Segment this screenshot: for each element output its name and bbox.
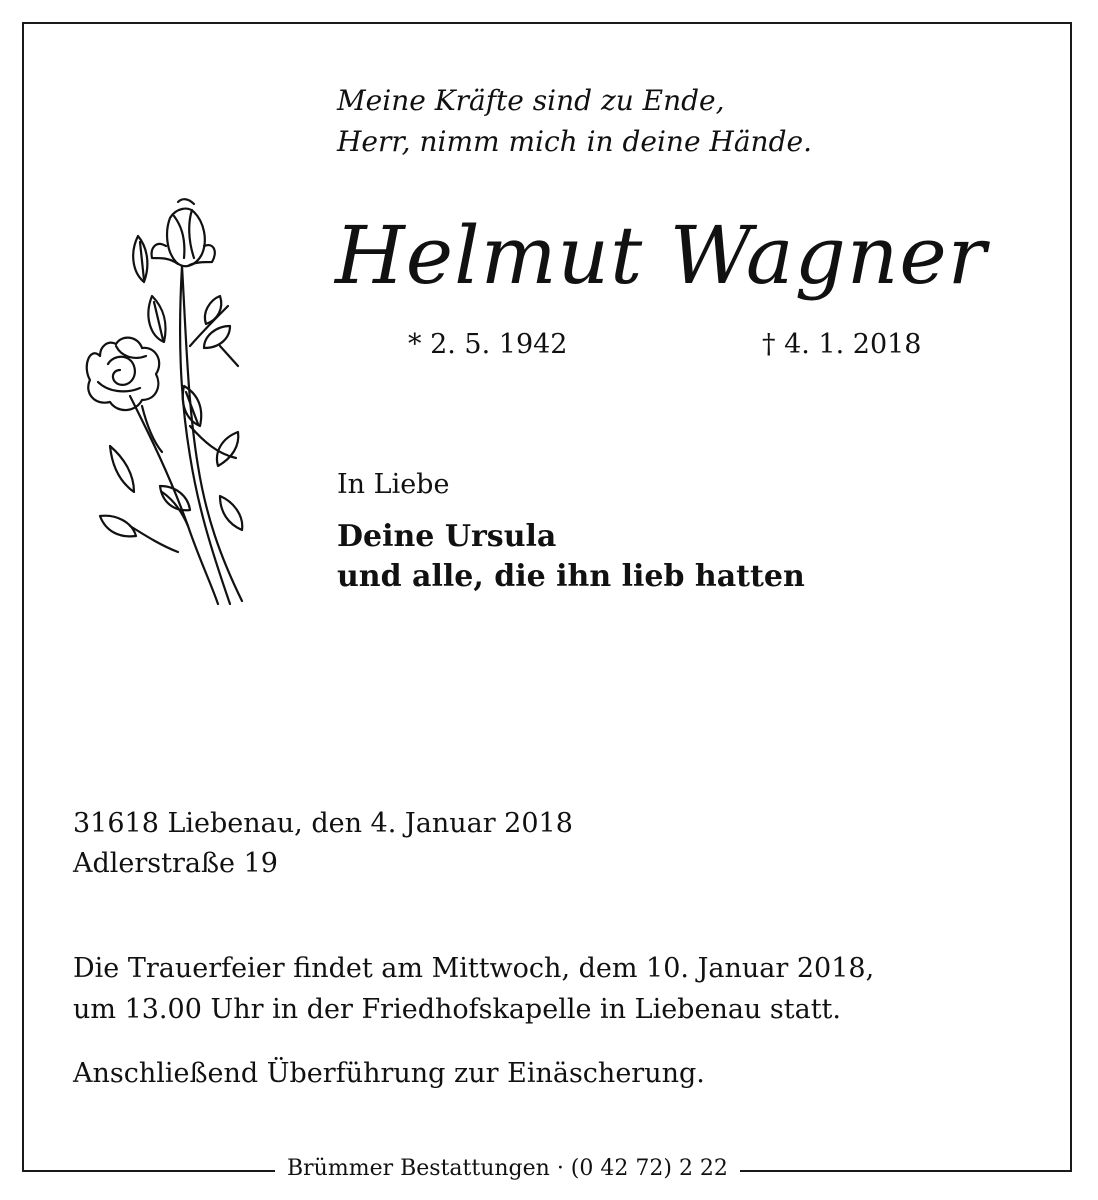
address: [73, 804, 573, 884]
funeral-home-footer: Brümmer Bestattungen · (0 42 72) 2 22: [275, 1154, 740, 1184]
mourners-line: Deine Ursula: [337, 519, 557, 554]
mourners-line: und alle, die ihn lieb hatten: [337, 559, 805, 594]
verse-line: Meine Kräfte sind zu Ende,: [337, 84, 725, 117]
service-line: Die Trauerfeier findet am Mittwoch, dem 10. Januar 2018,: [73, 953, 875, 984]
service-line: um 13.00 Uhr in der Friedhofskapelle in Liebenau statt.: [73, 994, 841, 1025]
rose-illustration-icon: [70, 196, 260, 608]
afterwards-note: Anschließend Überführung zur Einäscherung.: [73, 1058, 705, 1089]
address-line: Adlerstraße 19: [73, 848, 278, 879]
death-date: † 4. 1. 2018: [762, 329, 922, 360]
birth-date: * 2. 5. 1942: [408, 329, 568, 360]
mourners-intro: In Liebe: [337, 469, 450, 500]
verse: [337, 80, 812, 162]
address-line: 31618 Liebenau, den 4. Januar 2018: [73, 808, 573, 839]
verse-line: Herr, nimm mich in deine Hände.: [337, 125, 812, 158]
deceased-name: Helmut Wagner: [335, 209, 987, 302]
mourners: [337, 517, 805, 597]
service-info: [73, 948, 874, 1030]
